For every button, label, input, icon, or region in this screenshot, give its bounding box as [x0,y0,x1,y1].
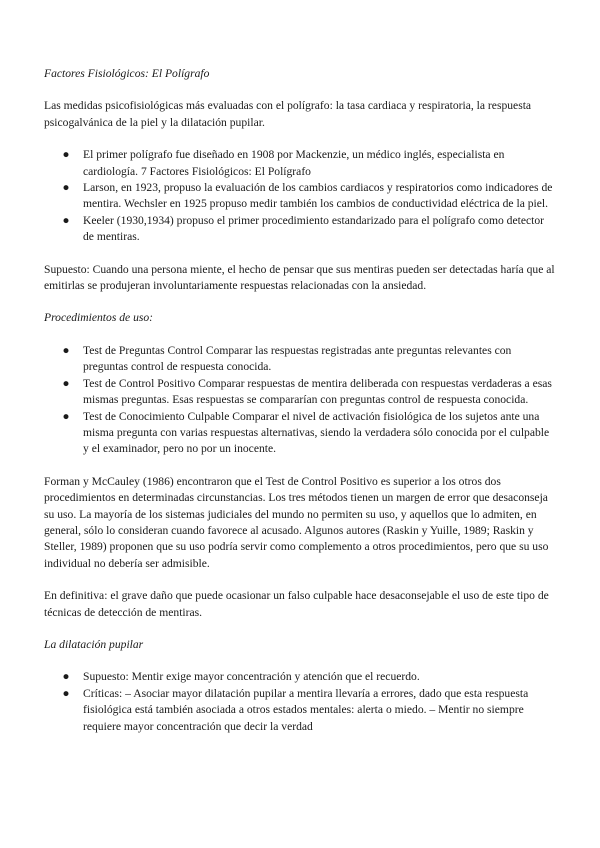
paragraph-definitiva: En definitiva: el grave daño que puede ocasionar un falso culpable hace desaconsejable el uso de este tipo de técnicas de detección de mentiras. [44,589,549,619]
bullet-list-procedimientos [44,343,556,458]
list-item-text: Test de Conocimiento Culpable Comparar el nivel de activación fisiológica de los sujetos ante una misma pregunta con varias respuestas alternativas, siendo la verdadera sólo conocida por el culpable y el examinador, pero no por un inocente. [83,409,550,456]
list-item-text: El primer polígrafo fue diseñado en 1908 por Mackenzie, un médico inglés, especialista en cardiología. 7 Factores Fisiológicos: El Polígrafo [83,148,505,178]
bullet-list-dilatacion [44,669,556,735]
paragraph-supuesto: Supuesto: Cuando una persona miente, el hecho de pensar que sus mentiras pueden ser detectadas haría que al emitirlas se produjeran involuntariamente respuestas relacionadas con la ansiedad. [44,262,555,293]
section-heading-poligrafo: Factores Fisiológicos: El Polígrafo [44,67,210,80]
section-heading-procedimientos: Procedimientos de uso: [44,311,154,325]
bullet-icon: ● [62,343,70,357]
list-item-text: Larson, en 1923, propuso la evaluación de los cambios cardiacos y respiratorios como indicadores de mentira. Wechsler en 1925 propuso medir también los cambios de conductividad eléctrica de la piel. [83,181,553,211]
list-item-text: Keeler (1930,1934) propuso el primer procedimiento estandarizado para el polígrafo como detector de mentiras. [83,213,544,244]
bullet-list-history [44,147,556,245]
list-item-text: Supuesto: Mentir exige mayor concentración y atención que el recuerdo. [83,670,420,684]
list-item [44,409,556,458]
bullet-icon: ● [62,376,70,390]
list-item-text: Críticas: – Asociar mayor dilatación pupilar a mentira llevaría a errores, dado que esta respuesta fisiológica está también asociada a otros estados mentales: alerta o miedo. – Mentir no siempre requiere mayor concentración que decir la verdad [83,686,529,733]
list-item [44,180,556,213]
list-item [44,213,556,246]
bullet-icon: ● [62,686,70,700]
bullet-icon: ● [62,409,70,423]
bullet-icon: ● [62,181,70,195]
list-item [44,669,556,685]
paragraph-forman: Forman y McCauley (1986) encontraron que el Test de Control Positivo es superior a los otros dos procedimientos en determinadas circunstancias. Los tres métodos tienen un margen de error que desaconseja su uso. La mayoría de los sistemas judiciales del mundo no permiten su uso, y aquellos que lo admiten, en general, sólo lo consideran cuando favorece al acusado. Algunos autores (Raskin y Yuille, 1989; Raskin y Steller, 1989) proponen que su uso podría servir como complemento a otros procedimientos, pero que su uso individual no debería ser admisible. [44,474,549,570]
bullet-icon: ● [62,213,70,227]
list-item-text: Test de Preguntas Control Comparar las respuestas registradas ante preguntas relevantes con preguntas control de respuesta conocida. [83,343,512,374]
bullet-icon: ● [62,670,70,684]
list-item [44,343,556,376]
list-item [44,686,556,735]
list-item [44,147,556,180]
section-heading-dilatacion: La dilatación pupilar [44,637,144,651]
list-item-text: Test de Control Positivo Comparar respuestas de mentira deliberada con respuestas verdaderas a esas mismas preguntas. Esas respuestas se compararían con preguntas control de respuesta conocida. [83,376,552,407]
list-item [44,376,556,409]
bullet-icon: ● [62,148,70,162]
paragraph-medidas: Las medidas psicofisiológicas más evaluadas con el polígrafo: la tasa cardiaca y respiratoria, la respuesta psicogalvánica de la piel y la dilatación pupilar. [44,99,532,129]
